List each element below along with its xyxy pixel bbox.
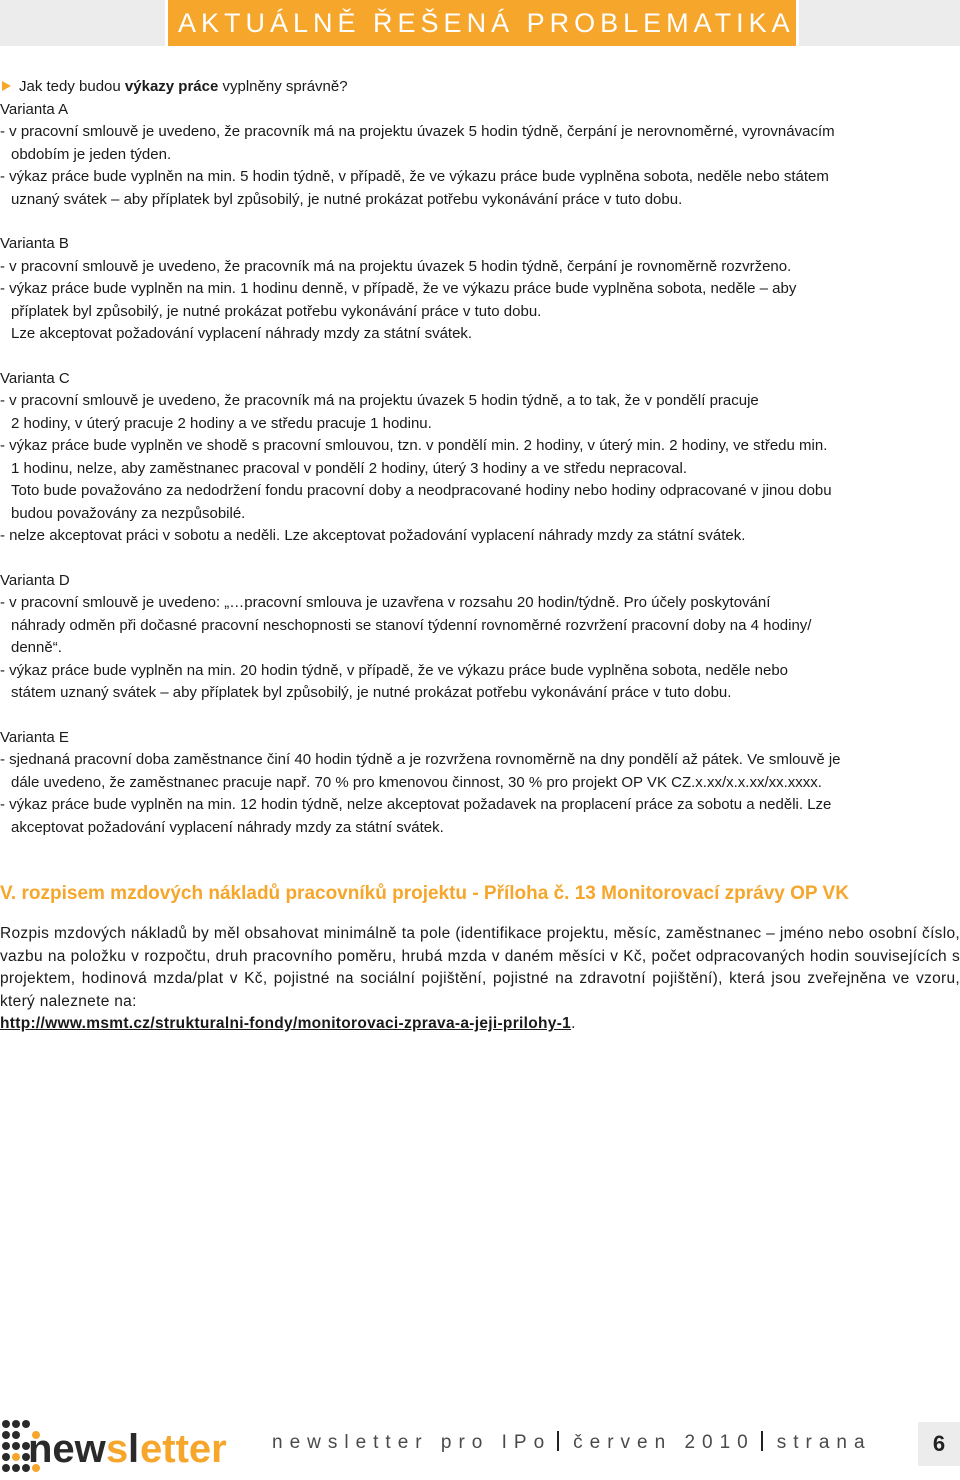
footer-publication: newsletter pro IPo bbox=[272, 1432, 552, 1453]
footer-page-label: strana bbox=[776, 1432, 872, 1453]
variant-line: Toto bude považováno za nedodržení fondu pracovní doby a neodpracované hodiny nebo hodiny odpracované v jinou dobu bbox=[11, 482, 832, 499]
variant-line: - výkaz práce bude vyplněn na min. 1 hodinu denně, v případě, že ve výkazu práce bude vyplněna sobota, neděle – aby bbox=[0, 280, 797, 297]
variant-line: - v pracovní smlouvě je uvedeno, že pracovník má na projektu úvazek 5 hodin týdně, čerpání je nerovnoměrné, vyrovnávacím bbox=[0, 123, 835, 140]
main-content bbox=[0, 76, 960, 1036]
intro-question: Jak tedy budou výkazy práce vyplněny správně? bbox=[0, 76, 960, 99]
variant-line: denně“. bbox=[11, 639, 62, 656]
variant-line: Lze akceptovat požadování vyplacení náhrady mzdy za státní svátek. bbox=[11, 325, 473, 342]
newsletter-logo bbox=[0, 1414, 230, 1480]
variant-line: 2 hodiny, v úterý pracuje 2 hodiny a ve středu pracuje 1 hodinu. bbox=[11, 414, 432, 432]
page-footer bbox=[0, 1408, 960, 1480]
svg-text:l: l bbox=[128, 1427, 140, 1471]
variant-a-title: Varianta A bbox=[0, 100, 69, 118]
variant-line: - výkaz práce bude vyplněn ve shodě s pracovní smlouvou, tzn. v pondělí min. 2 hodiny, v úterý min. 2 hodiny, ve středu min. bbox=[0, 437, 828, 454]
header-right-block bbox=[799, 0, 960, 46]
triangle-bullet-icon bbox=[2, 81, 11, 91]
msmt-link[interactable]: http://www.msmt.cz/strukturalni-fondy/monitorovaci-zprava-a-jeji-prilohy-1 bbox=[0, 1015, 572, 1032]
variant-line: státem uznaný svátek – aby příplatek byl způsobilý, je nutné prokázat potřebu vykonávání práce v tuto dobu. bbox=[11, 684, 732, 701]
variant-e-title: Varianta E bbox=[0, 728, 69, 746]
variant-line: dále uvedeno, že zaměstnanec pracuje např. 70 % pro kmenovou činnost, 30 % pro projekt OP VK CZ.x.xx/x.x.xx/xx.xxxx. bbox=[11, 773, 822, 791]
variant-line: náhrady odměn při dočasné pracovní neschopnosti se stanoví týdenní rovnoměrné rozvržení pracovní doby na 4 hodiny/ bbox=[11, 616, 812, 634]
variant-line: - výkaz práce bude vyplněn na min. 20 hodin týdně, v případě, že ve výkazu práce bude vyplněna sobota, neděle nebo bbox=[0, 661, 789, 679]
svg-text:s: s bbox=[106, 1427, 129, 1471]
variant-d-title: Varianta D bbox=[0, 571, 70, 589]
page-header-title: AKTUÁLNĚ ŘEŠENÁ PROBLEMATIKA bbox=[168, 0, 796, 46]
variant-line: příplatek byl způsobilý, je nutné prokázat potřebu vykonávání práce v tuto dobu. bbox=[11, 302, 542, 320]
variant-line: - výkaz práce bude vyplněn na min. 5 hodin týdně, v případě, že ve výkazu práce bude vyplněna sobota, neděle nebo státem bbox=[0, 168, 829, 185]
footer-separator bbox=[761, 1431, 763, 1451]
variant-line: - v pracovní smlouvě je uvedeno, že pracovník má na projektu úvazek 5 hodin týdně, a to tak, že v pondělí pracuje bbox=[0, 392, 759, 409]
footer-separator bbox=[557, 1431, 559, 1451]
footer-date: červen 2010 bbox=[573, 1432, 755, 1453]
variant-line: - výkaz práce bude vyplněn na min. 12 hodin týdně, nelze akceptovat požadavek na proplacení práce za sobotu a neděli. Lze bbox=[0, 796, 832, 813]
variant-line: - v pracovní smlouvě je uvedeno, že pracovník má na projektu úvazek 5 hodin týdně, čerpání je rovnoměrně rozvrženo. bbox=[0, 257, 792, 275]
section-paragraph-text: Rozpis mzdových nákladů by měl obsahovat minimálně ta pole (identifikace projektu, měsíc, zaměstnanec – jméno nebo osobní číslo, vazbu na položku v rozpočtu, druh pracovního poměru, hrubá mzda v daném měsíci v Kč, počet odpracovaných hodin souvisejících s projektem, hodinová mzda/plat v Kč, pojistné na sociální pojištění, pojistné na zdravotní pojištění), která jsou zveřejněna ve vzoru, který naleznete na: bbox=[0, 925, 960, 1010]
variant-line: - sjednaná pracovní doba zaměstnance činí 40 hodin týdně a je rozvržena rovnoměrně na dny pondělí až pátek. Ve smlouvě je bbox=[0, 751, 841, 768]
page-number: 6 bbox=[918, 1422, 960, 1466]
section-title: V. rozpisem mzdových nákladů pracovníků projektu - Příloha č. 13 Monitorovací zprávy OP VK bbox=[0, 883, 849, 904]
variant-line: budou považovány za nezpůsobilé. bbox=[11, 504, 246, 522]
footer-info bbox=[272, 1428, 872, 1458]
variant-line: uznaný svátek – aby příplatek byl způsobilý, je nutné prokázat potřebu vykonávání práce v tuto dobu. bbox=[11, 190, 683, 208]
header-band bbox=[0, 0, 960, 46]
variant-b-title: Varianta B bbox=[0, 235, 69, 252]
header-left-block bbox=[0, 0, 165, 46]
variant-line: - v pracovní smlouvě je uvedeno: „…pracovní smlouva je uzavřena v rozsahu 20 hodin/týdně. Pro účely poskytování bbox=[0, 594, 771, 611]
variant-line: - nelze akceptovat práci v sobotu a neděli. Lze akceptovat požadování vyplacení náhrady mzdy za státní svátek. bbox=[0, 527, 746, 544]
svg-text:etter: etter bbox=[140, 1427, 227, 1471]
variant-line: obdobím je jeden týden. bbox=[11, 145, 172, 163]
variant-c-title: Varianta C bbox=[0, 369, 70, 387]
variant-line: akceptovat požadování vyplacení náhrady mzdy za státní svátek. bbox=[11, 818, 444, 836]
variant-line: 1 hodinu, nelze, aby zaměstnanec pracoval v pondělí 2 hodiny, úterý 3 hodiny a ve středu nepracoval. bbox=[11, 459, 687, 477]
intro-bold: výkazy práce bbox=[124, 78, 219, 95]
svg-text:new: new bbox=[28, 1427, 106, 1471]
section-paragraph: Rozpis mzdových nákladů by měl obsahovat minimálně ta pole (identifikace projektu, měsíc, zaměstnanec – jméno nebo osobní číslo, vazbu na položku v rozpočtu, druh pracovního poměru, hrubá mzda v daném měsíci v Kč, počet odpracovaných hodin souvisejících s projektem, hodinová mzda/plat v Kč, pojistné na sociální pojištění, pojistné na zdravotní pojištění), která jsou zveřejněna ve vzoru, který naleznete na: http://www.msmt.cz/strukturalni-fondy/monitorovaci-zprava-a-jeji-prilohy-1. bbox=[0, 925, 960, 1032]
